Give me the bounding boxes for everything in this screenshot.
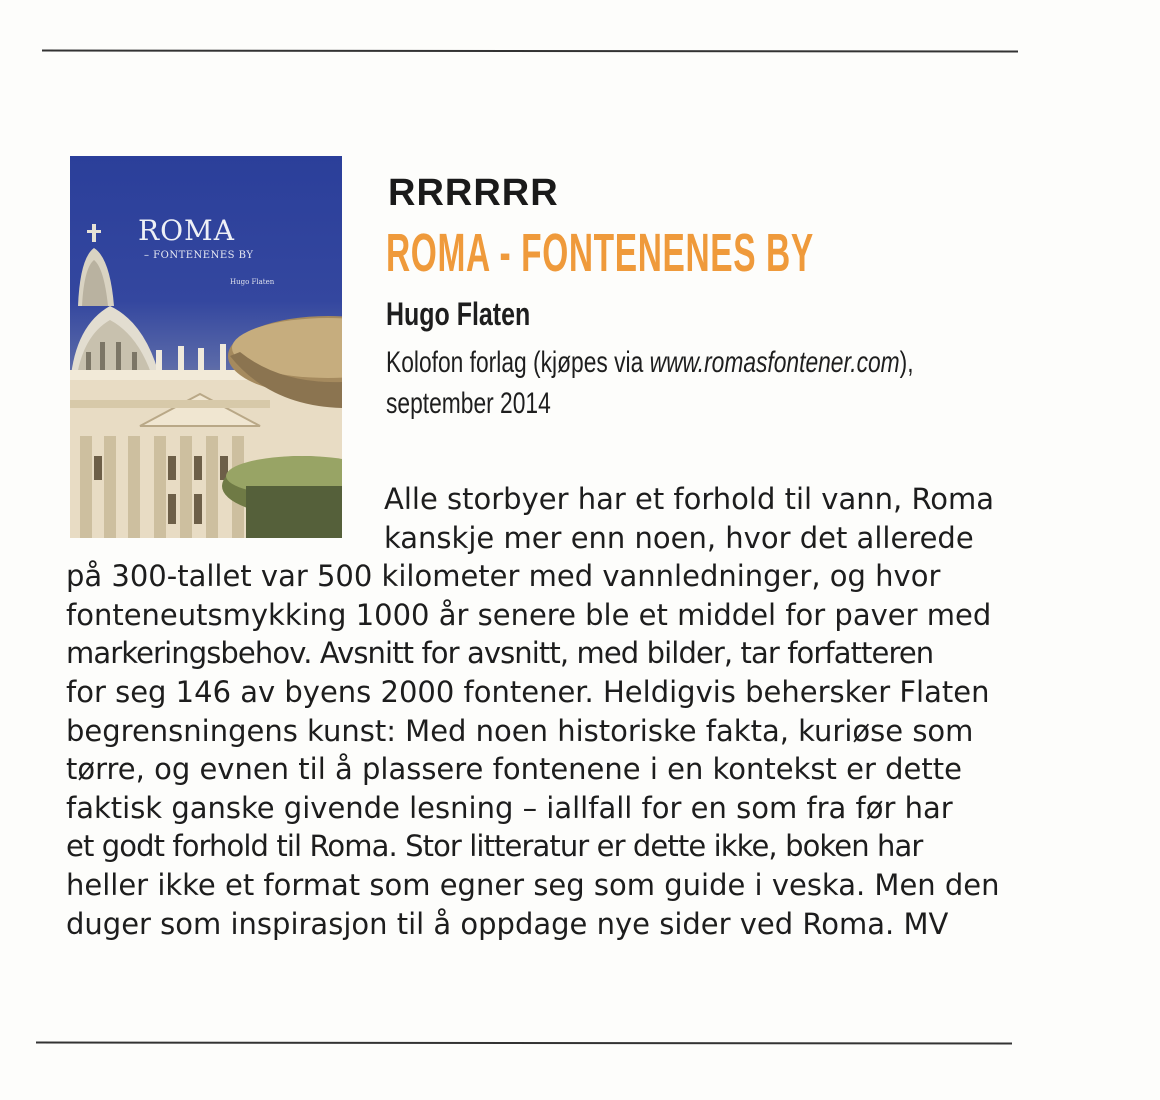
body-line: på 300-tallet var 500 kilometer med vannledninger, og hvor [66, 559, 941, 594]
body-line: begrensningens kunst: Med noen historiske fakta, kuriøse som [66, 713, 974, 748]
body-line: Alle storbyer har et forhold til vann, Roma [384, 482, 995, 516]
body-line: markeringsbehov. Avsnitt for avsnitt, med bilder, tar forfatteren [66, 636, 934, 671]
body-line: faktisk ganske givende lesning – iallfall for en som fra før har [66, 790, 953, 825]
publication-date: september 2014 [386, 387, 551, 420]
publisher-info [386, 342, 914, 424]
publisher-prefix: Kolofon forlag (kjøpes via [386, 346, 650, 379]
rating-score: RRRRRR [388, 172, 559, 214]
review-body [66, 480, 1006, 943]
body-line: for seg 146 av byens 2000 fontener. Heldigvis behersker Flaten [66, 674, 990, 709]
cover-subtitle: – FONTENENES BY [144, 250, 254, 261]
book-author: Hugo Flaten [386, 296, 531, 332]
body-line: kanskje mer enn noen, hvor det allerede [384, 520, 974, 555]
bottom-divider [36, 1041, 1012, 1044]
publisher-suffix: ), [899, 346, 914, 379]
top-divider [42, 49, 1018, 52]
cover-author: Hugo Flaten [230, 278, 275, 286]
body-line: heller ikke et format som egner seg som guide i veska. Men den [66, 867, 1000, 902]
cover-title: ROMA [138, 214, 235, 247]
body-line: duger som inspirasjon til å oppdage nye sider ved Roma. MV [66, 906, 949, 941]
publisher-url[interactable]: www.romasfontener.com [649, 346, 900, 379]
body-line: tørre, og evnen til å plassere fontenene i en kontekst er dette [66, 752, 962, 787]
review-title: ROMA - FONTENENES BY [386, 223, 814, 283]
body-line: et godt forhold til Roma. Stor litteratur er dette ikke, boken har [66, 829, 923, 864]
body-line: fonteneutsmykking 1000 år senere ble et middel for paver med [66, 597, 992, 632]
